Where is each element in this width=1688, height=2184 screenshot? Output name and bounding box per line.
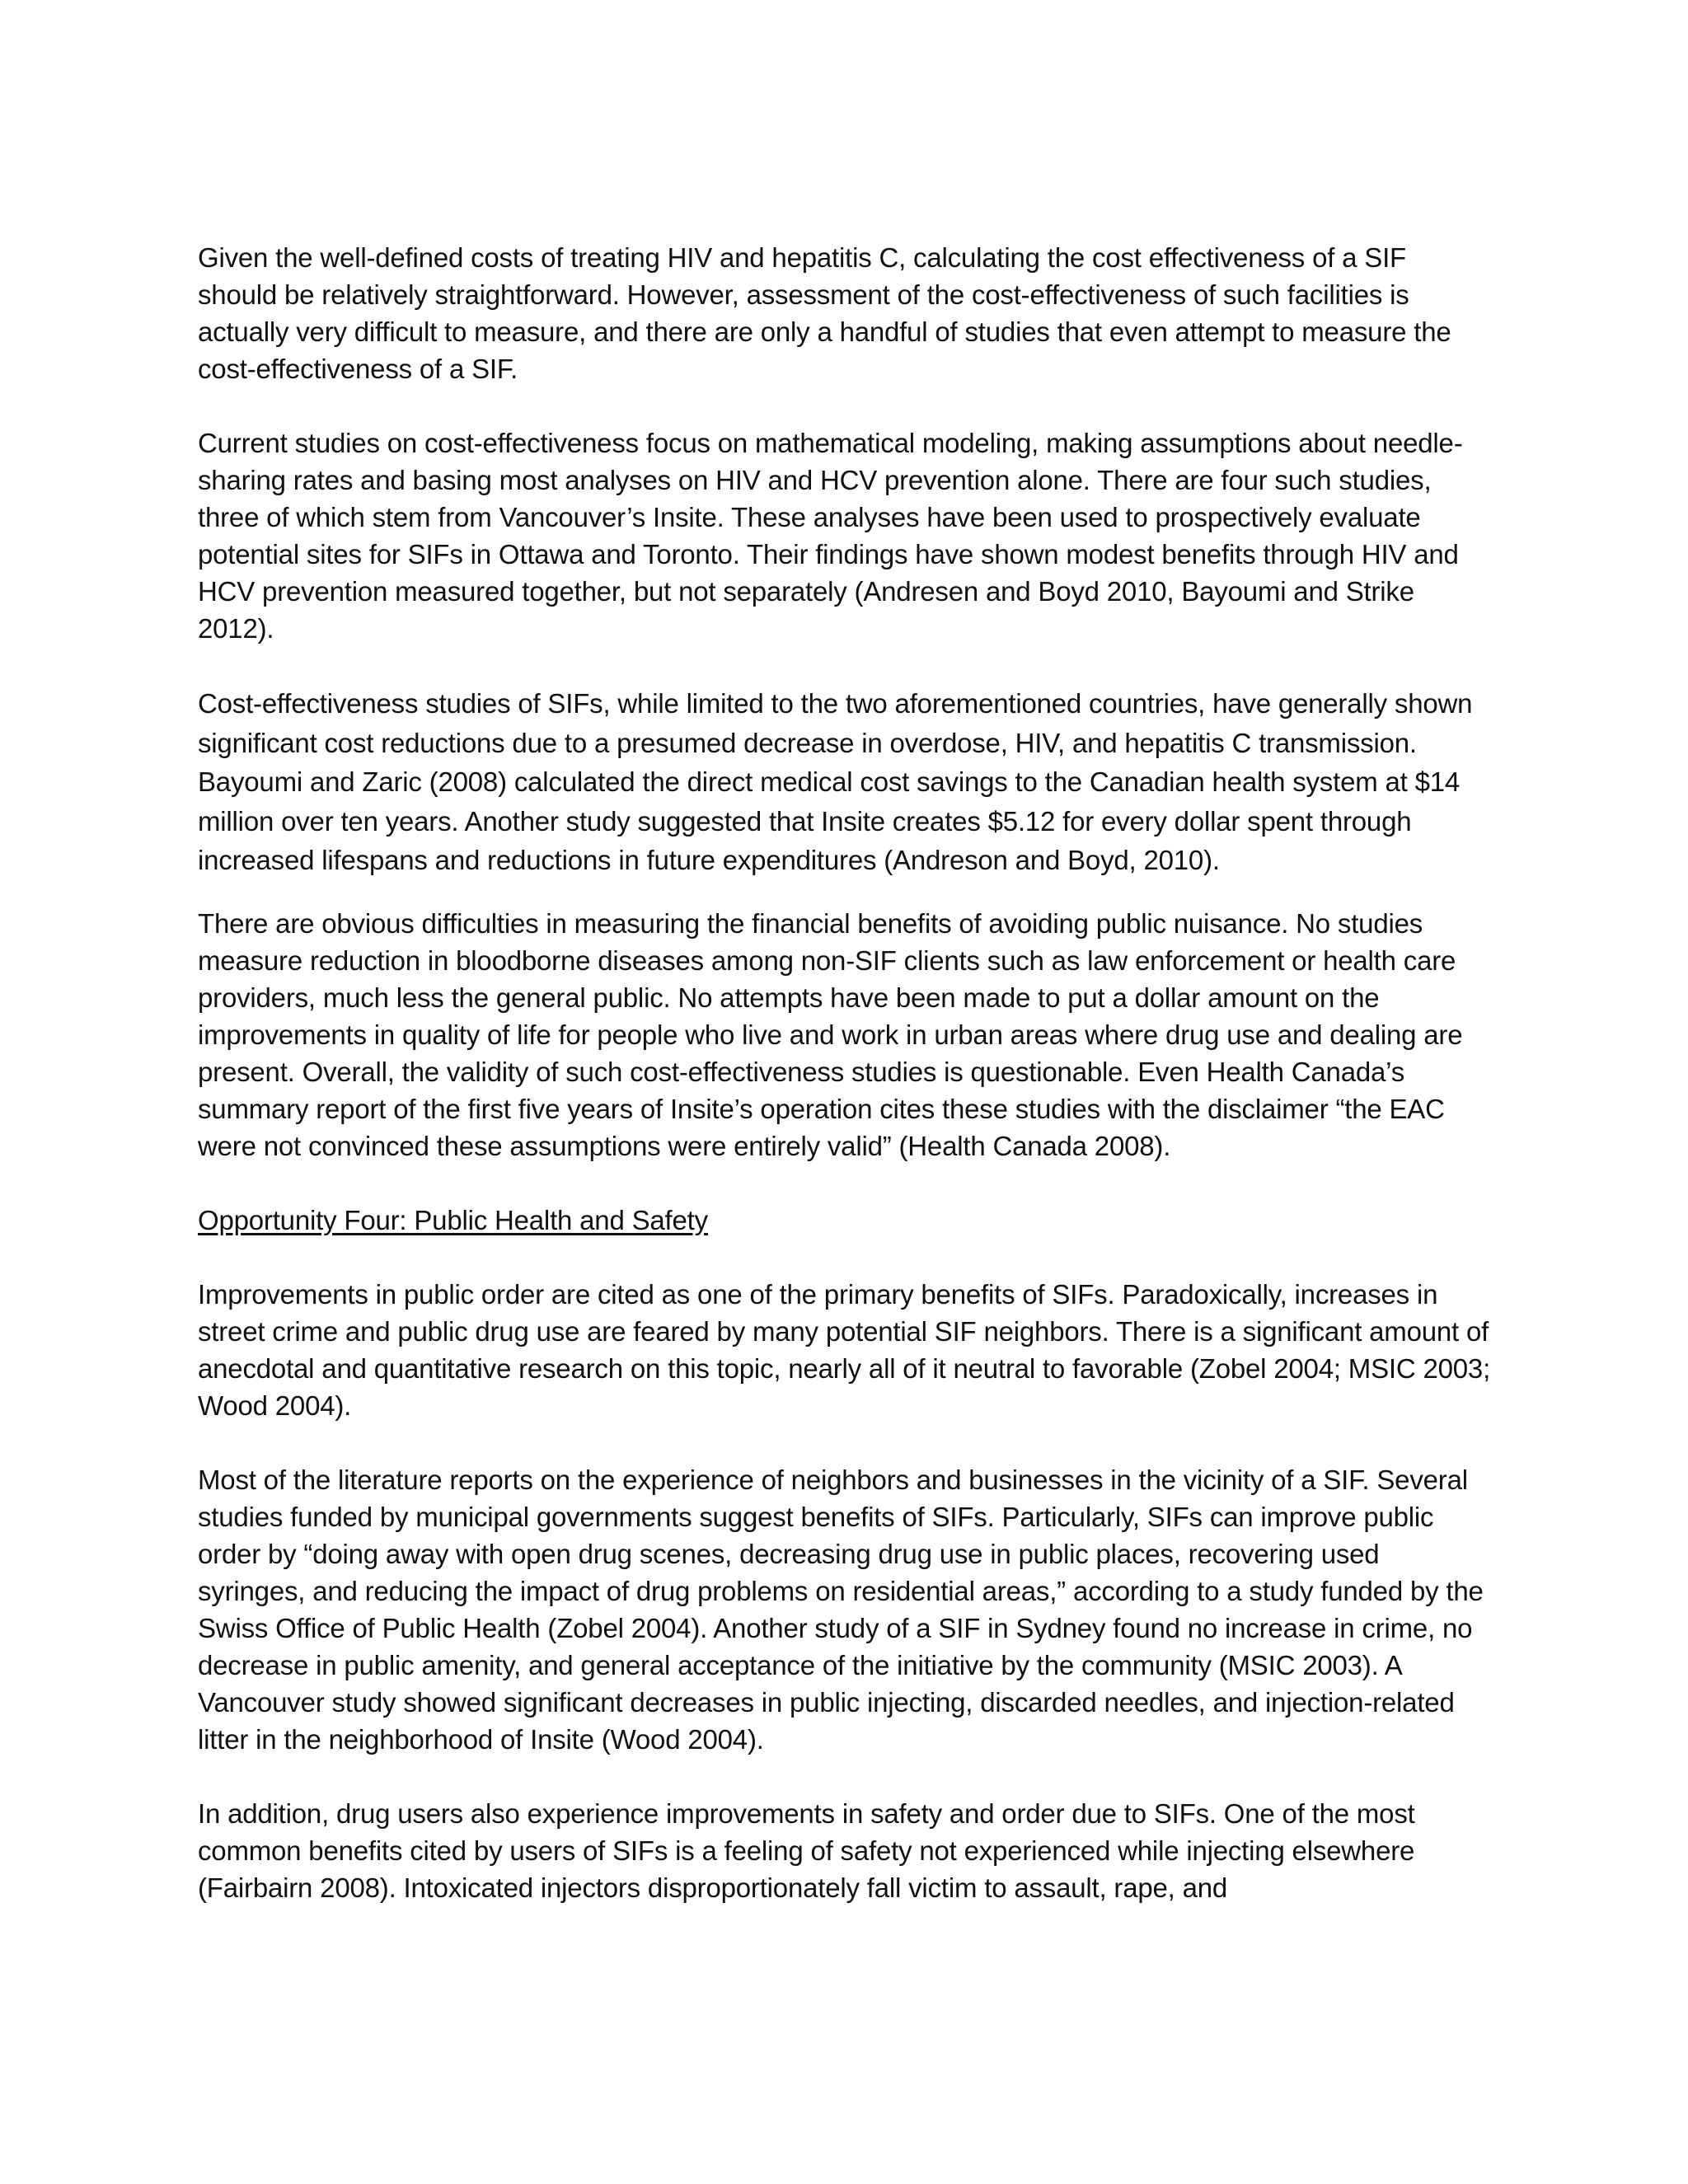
paragraph-literature-neighbors: Most of the literature reports on the experience of neighbors and businesses in the vicinity of a SIF. Several studies funded by municipal governments suggest benefits of SIFs. Particularly, SIFs can improve public order by “doing away with open drug scenes, decreasing drug use in public places, recovering used syringes, and reducing the impact of drug problems on residential areas,” according to a study funded by the Swiss Office of Public Health (Zobel 2004). Another study of a SIF in Sydney found no increase in crime, no decrease in public amenity, and general acceptance of the initiative by the community (MSIC 2003). A Vancouver study showed significant decreases in public injecting, discarded needles, and injection-related litter in the neighborhood of Insite (Wood 2004). [198,1464,1484,1755]
paragraph-current-studies: Current studies on cost-effectiveness focus on mathematical modeling, making assumptions about needle-sharing rates and basing most analyses on HIV and HCV prevention alone. There are four such studies, three of which stem from Vancouver’s Insite. These analyses have been used to prospectively evaluate potential sites for SIFs in Ottawa and Toronto. Their findings have shown modest benefits through HIV and HCV prevention measured together, but not separately (Andresen and Boyd 2010, Bayoumi and Strike 2012). [198,428,1463,644]
paragraph-drug-user-safety: In addition, drug users also experience improvements in safety and order due to SIFs. One of the most common benefits cited by users of SIFs is a feeling of safety not experienced while injecting elsewhere (Fairbairn 2008). Intoxicated injectors disproportionately fall victim to assault, rape, and [198,1797,1415,1903]
section-heading-public-health-safety: Opportunity Four: Public Health and Safety [198,1204,708,1235]
paragraph-measurement-difficulties: There are obvious difficulties in measuring the financial benefits of avoiding public nuisance. No studies measure reduction in bloodborne diseases among non-SIF clients such as law enforcement or health care providers, much less the general public. No attempts have been made to put a dollar amount on the improvements in quality of life for people who live and work in urban areas where drug use and dealing are present. Overall, the validity of such cost-effectiveness studies is questionable. Even Health Canada’s summary report of the first five years of Insite’s operation cites these studies with the disclaimer “the EAC were not convinced these assumptions were entirely valid” (Health Canada 2008). [198,907,1463,1161]
paragraph-public-order: Improvements in public order are cited as one of the primary benefits of SIFs. Paradoxically, increases in street crime and public drug use are feared by many potential SIF neighbors. There is a significant amount of anecdotal and quantitative research on this topic, nearly all of it neutral to favorable (Zobel 2004; MSIC 2003; Wood 2004). [198,1278,1491,1421]
paragraph-cost-reductions: Cost-effectiveness studies of SIFs, while limited to the two aforementioned countries, have generally shown significant cost reductions due to a presumed decrease in overdose, HIV, and hepatitis C transmission. Bayoumi and Zaric (2008) calculated the direct medical cost savings to the Canadian health system at $14 million over ten years. Another study suggested that Insite creates $5.12 for every dollar spent through increased lifespans and reductions in future expenditures (Andreson and Boyd, 2010). [198,688,1473,875]
document-body [198,239,1492,1943]
paragraph-cost-effectiveness-intro: Given the well-defined costs of treating HIV and hepatitis C, calculating the cost effectiveness of a SIF should be relatively straightforward. However, assessment of the cost-effectiveness of such facilities is actually very difficult to measure, and there are only a handful of studies that even attempt to measure the cost-effectiveness of a SIF. [198,242,1451,384]
